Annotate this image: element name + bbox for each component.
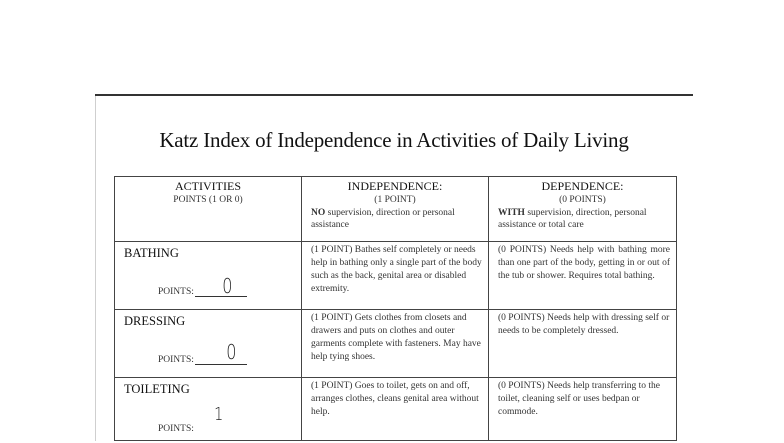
dependence-description: WITH supervision, direction, personal assistance or total care	[498, 208, 647, 230]
dependence-text: (0 POINTS) Needs help with bathing more than one part of the body, getting in or out of the tub or shower. Requires total bathing.	[498, 245, 670, 281]
handwritten-score: 0	[222, 274, 233, 298]
independence-text: (1 POINT) Bathes self completely or needs help in bathing only a single part of the body such as the back, genital area or disabled extremity.	[311, 245, 482, 294]
dependence-subheading: (0 POINTS)	[559, 195, 606, 205]
handwritten-score: 0	[226, 340, 237, 364]
points-field[interactable]: POINTS:	[158, 354, 247, 365]
dependence-cell	[489, 242, 677, 310]
points-field[interactable]: POINTS:	[158, 424, 194, 434]
document-page	[95, 94, 693, 443]
dependence-cell	[489, 310, 677, 378]
independence-heading: INDEPENDENCE:	[347, 179, 443, 193]
activity-cell	[115, 378, 302, 441]
table-row	[115, 378, 677, 441]
activity-name: BATHING	[124, 246, 179, 260]
activity-name: DRESSING	[124, 314, 186, 328]
independence-cell	[302, 242, 489, 310]
independence-text: (1 POINT) Gets clothes from closets and drawers and puts on clothes and outer garments complete with fasteners. May have help tying shoes.	[311, 313, 481, 362]
document-title: Katz Index of Independence in Activities of Daily Living	[159, 128, 629, 152]
points-field[interactable]: POINTS:	[158, 286, 247, 297]
dependence-text: (0 POINTS) Needs help transferring to the toilet, cleaning self or uses bedpan or commode.	[498, 381, 660, 417]
activity-name: TOILETING	[124, 382, 190, 396]
header-independence	[302, 177, 489, 242]
table-row	[115, 310, 677, 378]
independence-text: (1 POINT) Goes to toilet, gets on and off, arranges clothes, cleans genital area without help.	[311, 381, 479, 417]
activities-heading: ACTIVITIES	[175, 179, 241, 193]
handwritten-score: 1	[214, 404, 224, 425]
activities-subheading: POINTS (1 OR 0)	[173, 195, 243, 205]
dependence-text: (0 POINTS) Needs help with dressing self or needs to be completely dressed.	[498, 313, 670, 336]
activity-cell	[115, 310, 302, 378]
dependence-heading: DEPENDENCE:	[541, 179, 624, 193]
activity-cell	[115, 242, 302, 310]
independence-cell	[302, 378, 489, 441]
header-row	[115, 177, 677, 242]
katz-table	[114, 176, 677, 441]
table-row	[115, 242, 677, 310]
header-dependence	[489, 177, 677, 242]
header-activities	[115, 177, 302, 242]
independence-description: NO supervision, direction or personal assistance	[311, 208, 455, 230]
dependence-cell	[489, 378, 677, 441]
independence-cell	[302, 310, 489, 378]
independence-subheading: (1 POINT)	[374, 195, 416, 205]
